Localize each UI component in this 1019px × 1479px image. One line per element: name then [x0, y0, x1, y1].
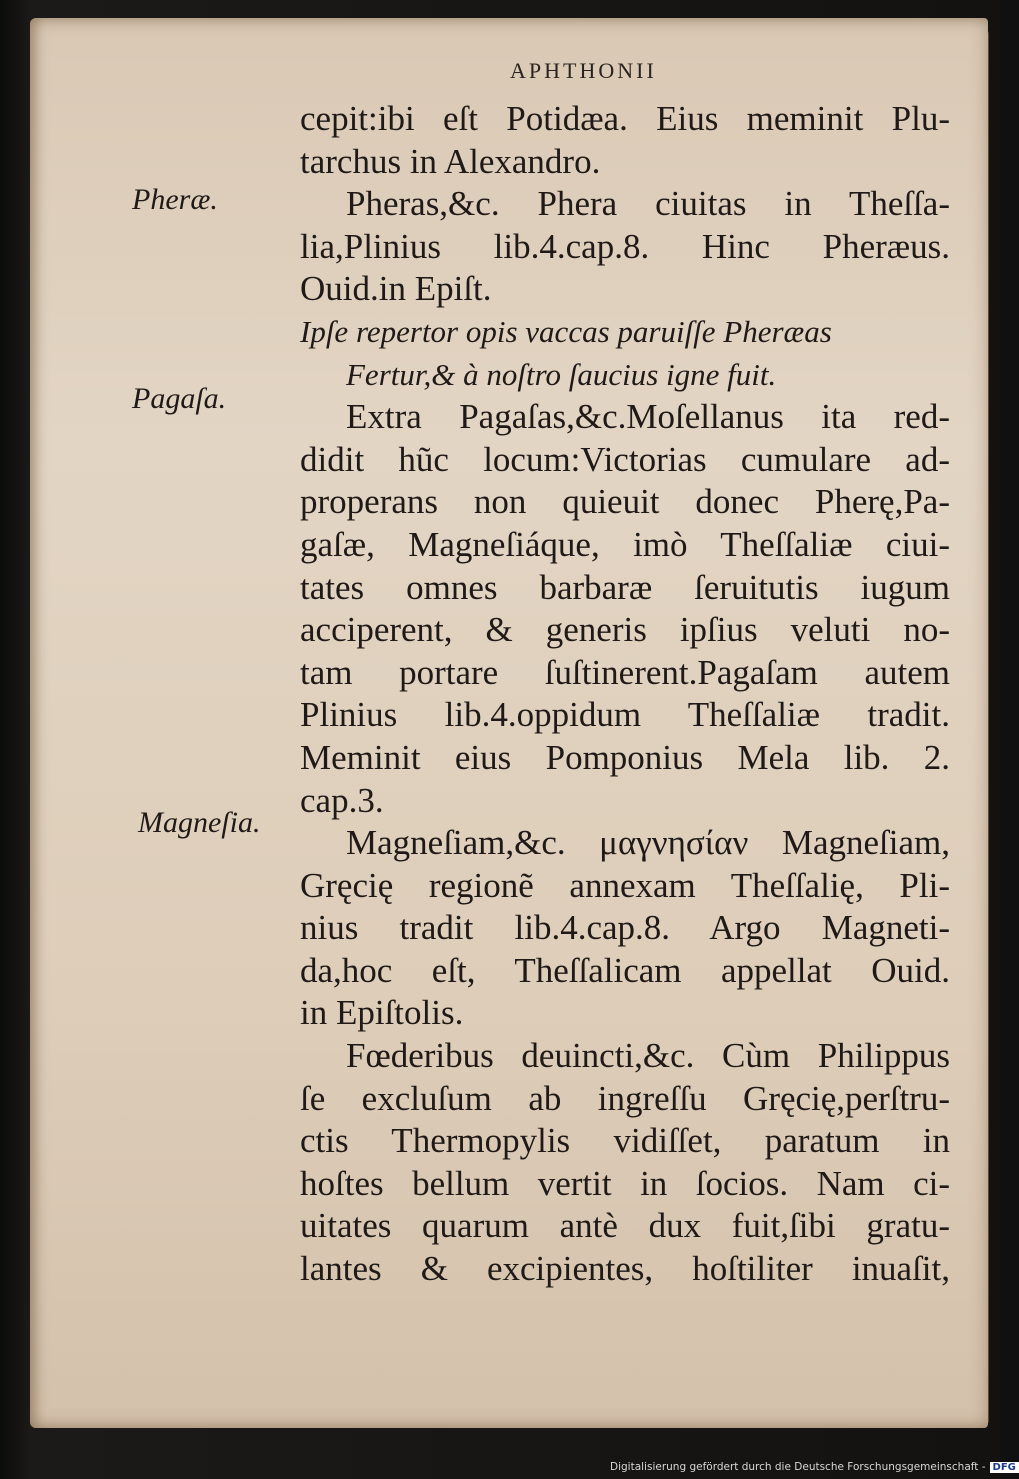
text-line: Fœderibus deuincti,&c. Cùm Philippus	[346, 1036, 950, 1076]
text-line: Ouid.in Epiſt.	[300, 269, 492, 309]
text-line: nius tradit lib.4.cap.8. Argo Magneti-	[300, 908, 950, 948]
text-line: gaſæ, Magneſiáque, imò Theſſaliæ ciui-	[300, 524, 950, 564]
text-line: Meminit eius Pomponius Mela lib. 2.	[300, 737, 950, 777]
text-line: Pheras,&c. Phera ciuitas in Theſſa-	[346, 184, 950, 224]
margin-note-pherae: Pheræ.	[132, 183, 218, 216]
text-line: tates omnes barbaræ ſeruitutis iugum	[300, 567, 950, 607]
text-line: acciperent, & generis ipſius veluti no-	[300, 610, 950, 650]
text-line: lantes & excipientes, hoſtiliter inuaſit,	[300, 1249, 950, 1289]
text-line: tarchus in Alexandro.	[300, 141, 601, 181]
text-line: hoſtes bellum vertit in ſocios. Nam ci-	[300, 1163, 950, 1203]
body-text	[300, 98, 950, 1291]
credit-text: Digitalisierung gefördert durch die Deutsche Forschungsgemeinschaft -	[610, 1461, 986, 1473]
text-line: cepit:ibi eſt Potidæa. Eius meminit Plu-	[300, 99, 950, 138]
running-head: APHTHONII	[510, 58, 657, 83]
margin-note-magnesia: Magneſia.	[138, 806, 261, 839]
text-line: in Epiſtolis.	[300, 993, 464, 1033]
text-line: Plinius lib.4.oppidum Theſſaliæ tradit.	[300, 695, 950, 735]
text-line: da,hoc eſt, Theſſalicam appellat Ouid.	[300, 950, 950, 990]
digitization-credit	[610, 1461, 1016, 1473]
text-line: cap.3.	[300, 780, 384, 820]
text-line: properans non quieuit donec Pherę,Pa-	[300, 482, 950, 522]
text-line: uitates quarum antè dux fuit,ſibi gratu-	[300, 1206, 950, 1246]
text-line: tam portare ſuſtinerent.Pagaſam autem	[300, 652, 950, 692]
verse-line: Ipſe repertor opis vaccas paruiſſe Pheræas	[300, 313, 832, 349]
text-line: Magneſiam,&c. μαγνησίαν Magneſiam,	[346, 823, 950, 863]
text-line: Extra Pagaſas,&c.Moſellanus ita red-	[346, 397, 950, 437]
margin-note-pagasa: Pagaſa.	[132, 382, 227, 415]
text-line: ſe excluſum ab ingreſſu Gręcię,perſtru-	[300, 1078, 950, 1118]
text-line: Gręcię regionẽ annexam Theſſalię, Pli-	[300, 865, 950, 905]
text-line: didit hũc locum:Victorias cumulare ad-	[300, 439, 950, 479]
verse-line: Fertur,& à noſtro ſaucius igne fuit.	[346, 356, 777, 392]
text-line: ctis Thermopylis vidiſſet, paratum in	[300, 1121, 950, 1161]
text-line: lia,Plinius lib.4.cap.8. Hinc Pheræus.	[300, 226, 950, 266]
dfg-logo: DFG	[990, 1462, 1019, 1473]
